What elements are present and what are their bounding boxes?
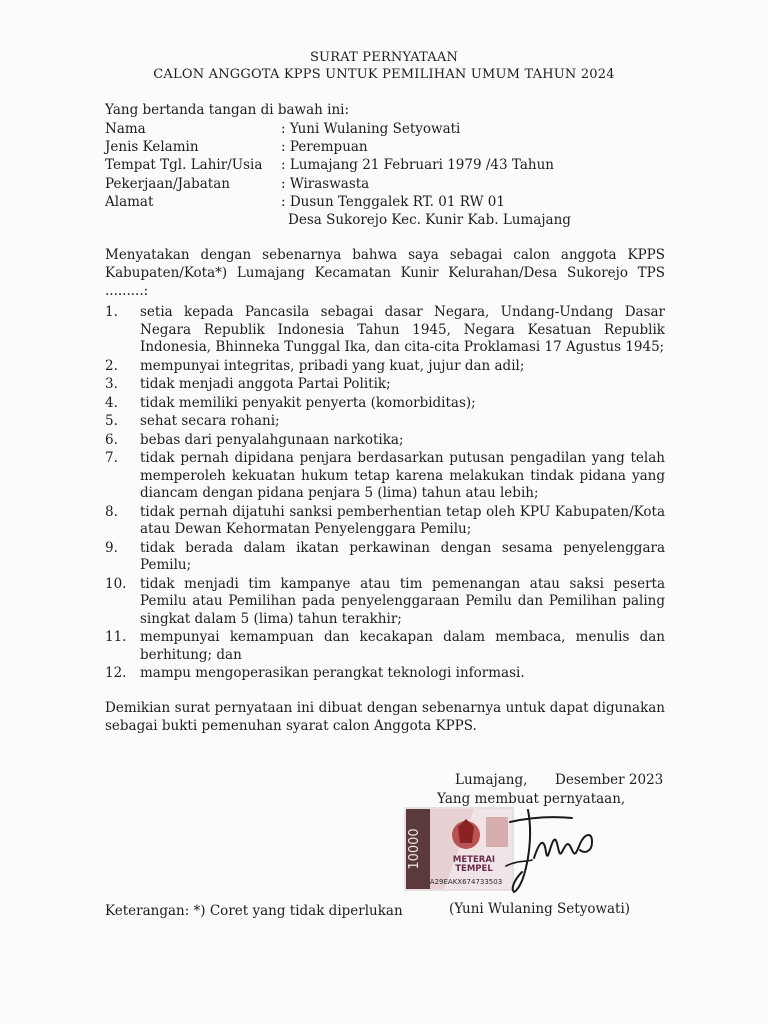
list-item [105,504,665,539]
list-number: 11. [105,629,127,645]
document-title: SURAT PERNYATAAN [309,50,459,65]
list-text: tidak pernah dijatuhi sanksi pemberhentian tetap oleh KPU Kabupaten/Kota atau Dewan Kehormatan Penyelenggara Pemilu; [140,503,665,537]
field-value: Desa Sukorejo Kec. Kunir Kab. Lumajang [288,212,571,228]
list-item [105,665,665,683]
closing-paragraph: Demikian surat pernyataan ini dibuat dengan sebenarnya untuk dapat digunakan sebagai bukti pemenuhan syarat calon Anggota KPPS. [105,700,665,734]
document-subtitle: CALON ANGGOTA KPPS UNTUK PEMILIHAN UMUM TAHUN 2024 [153,67,615,82]
list-item [105,576,665,629]
list-text: mampu mengoperasikan perangkat teknologi informasi. [140,665,525,681]
list-item [105,629,665,664]
list-number: 1. [105,304,118,320]
list-item [105,540,665,575]
signer-name: (Yuni Wulaning Setyowati) [449,901,631,917]
list-item [105,304,665,357]
list-text: tidak menjadi anggota Partai Politik; [140,376,391,392]
list-number: 4. [105,394,118,411]
list-number: 12. [105,665,127,681]
list-item [105,450,665,503]
field-value: : Dusun Tenggalek RT. 01 RW 01 [281,194,505,210]
maker-label: Yang membuat pernyataan, [437,791,626,807]
list-number: 10. [105,575,127,592]
note-text: Keterangan: *) Coret yang tidak diperlukan [105,903,403,919]
stamp-label-1: METERAI [452,855,496,865]
list-text: bebas dari penyalahgunaan narkotika; [140,431,404,448]
field-value: : Wiraswasta [281,176,370,192]
list-text: mempunyai integritas, pribadi yang kuat, jujur dan adil; [140,357,525,374]
field-label: Pekerjaan/Jabatan [105,176,230,192]
list-item [105,358,665,376]
field-label: Jenis Kelamin [105,139,199,155]
list-number: 5. [105,413,118,429]
list-text: tidak pernah dipidana penjara berdasarkan putusan pengadilan yang telah memperoleh kekuatan hukum tetap karena melakukan tindak pidana yang diancam dengan pidana penjara 5 (lima) tahun atau lebih; [140,450,665,501]
handwritten-signature-icon [488,800,608,900]
place-date [455,772,664,788]
field-label: Tempat Tgl. Lahir/Usia [105,157,263,173]
list-item [105,432,665,450]
list-text: tidak memiliki penyakit penyerta (komorbiditas); [140,394,476,411]
requirement-list [105,304,665,684]
list-text: mempunyai kemampuan dan kecakapan dalam membaca, menulis dan berhitung; dan [140,629,665,663]
field-value: : Perempuan [281,139,368,155]
list-text: tidak menjadi tim kampanye atau tim pemenangan atau saksi peserta Pemilu atau Pemilihan pada penyelenggaraan Pemilu dan Pemilihan paling singkat dalam 5 (lima) tahun terakhir; [140,575,665,627]
list-item [105,395,665,413]
list-number: 3. [105,376,118,392]
list-number: 8. [105,503,118,520]
field-value: : Yuni Wulaning Setyowati [281,121,461,137]
list-item [105,376,665,394]
field-value: : Lumajang 21 Februari 1979 /43 Tahun [281,157,554,173]
date-text: Desember 2023 [555,772,664,788]
place-text: Lumajang, [455,772,528,788]
list-number: 9. [105,539,118,556]
stamp-label-2: TEMPEL [455,864,493,874]
list-text: sehat secara rohani; [140,413,280,429]
field-label: Alamat [105,194,154,210]
list-number: 7. [105,450,118,466]
list-text: tidak berada dalam ikatan perkawinan dengan sesama penyelenggara Pemilu; [140,539,665,573]
list-item [105,413,665,431]
declaration-paragraph: Menyatakan dengan sebenarnya bahwa saya sebagai calon anggota KPPS Kabupaten/Kota*) Lumajang Kecamatan Kunir Kelurahan/Desa Sukorejo TPS .........: [105,247,665,299]
field-label: Nama [105,121,146,137]
list-number: 6. [105,431,118,448]
list-text: setia kepada Pancasila sebagai dasar Negara, Undang-Undang Dasar Negara Republik Indonesia Tahun 1945, Negara Kesatuan Republik Indonesia, Bhinneka Tunggal Ika, dan cita-cita Proklamasi 17 Agustus 1945; [140,304,665,355]
stamp-value: 10000 [407,828,422,870]
intro-line: Yang bertanda tangan di bawah ini: [105,102,350,118]
stamp-serial: A29EAKX674733503 [429,878,503,886]
list-number: 2. [105,357,118,374]
